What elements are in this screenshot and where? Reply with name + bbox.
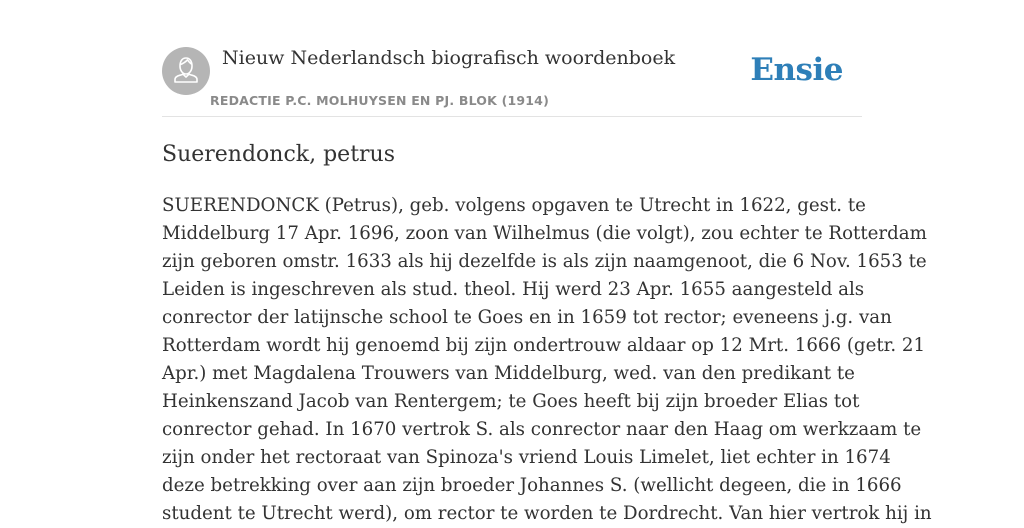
article-line: Leiden is ingeschreven als stud. theol. Hij werd 23 Apr. 1655 aangesteld als bbox=[162, 279, 865, 300]
article-line: student te Utrecht werd), om rector te worden te Dordrecht. Van hier vertrok hij in bbox=[162, 503, 932, 524]
article-line: deze betrekking over aan zijn broeder Johannes S. (wellicht degeen, die in 1666 bbox=[162, 475, 902, 496]
ensie-logo[interactable]: Ensie bbox=[750, 52, 843, 88]
book-title[interactable]: Nieuw Nederlandsch biografisch woordenboek bbox=[222, 47, 676, 69]
article-line: Middelburg 17 Apr. 1696, zoon van Wilhelmus (die volgt), zou echter te Rotterdam bbox=[162, 223, 927, 244]
source-header bbox=[162, 46, 862, 117]
article-line: Rotterdam wordt hij genoemd bij zijn ondertrouw aldaar op 12 Mrt. 1666 (getr. 21 bbox=[162, 335, 926, 356]
article-line: zijn onder het rectoraat van Spinoza's vriend Louis Limelet, liet echter in 1674 bbox=[162, 447, 891, 468]
avatar[interactable] bbox=[162, 47, 210, 95]
user-silhouette-icon bbox=[162, 47, 210, 95]
article-line: Heinkenszand Jacob van Rentergem; te Goes heeft bij zijn broeder Elias tot bbox=[162, 391, 860, 412]
article-line: zijn geboren omstr. 1633 als hij dezelfde is als zijn naamgenoot, die 6 Nov. 1653 te bbox=[162, 251, 927, 272]
article-line: SUERENDONCK (Petrus), geb. volgens opgaven te Utrecht in 1622, gest. te bbox=[162, 195, 866, 216]
article-body bbox=[162, 192, 932, 528]
editors-label: REDACTIE P.C. MOLHUYSEN EN PJ. BLOK (1914) bbox=[210, 93, 549, 108]
article-title: Suerendonck, petrus bbox=[162, 142, 396, 167]
article-line: conrector gehad. In 1670 vertrok S. als conrector naar den Haag om werkzaam te bbox=[162, 419, 922, 440]
article-line: conrector der latijnsche school te Goes en in 1659 tot rector; eveneens j.g. van bbox=[162, 307, 892, 328]
article-line: Apr.) met Magdalena Trouwers van Middelburg, wed. van den predikant te bbox=[162, 363, 855, 384]
